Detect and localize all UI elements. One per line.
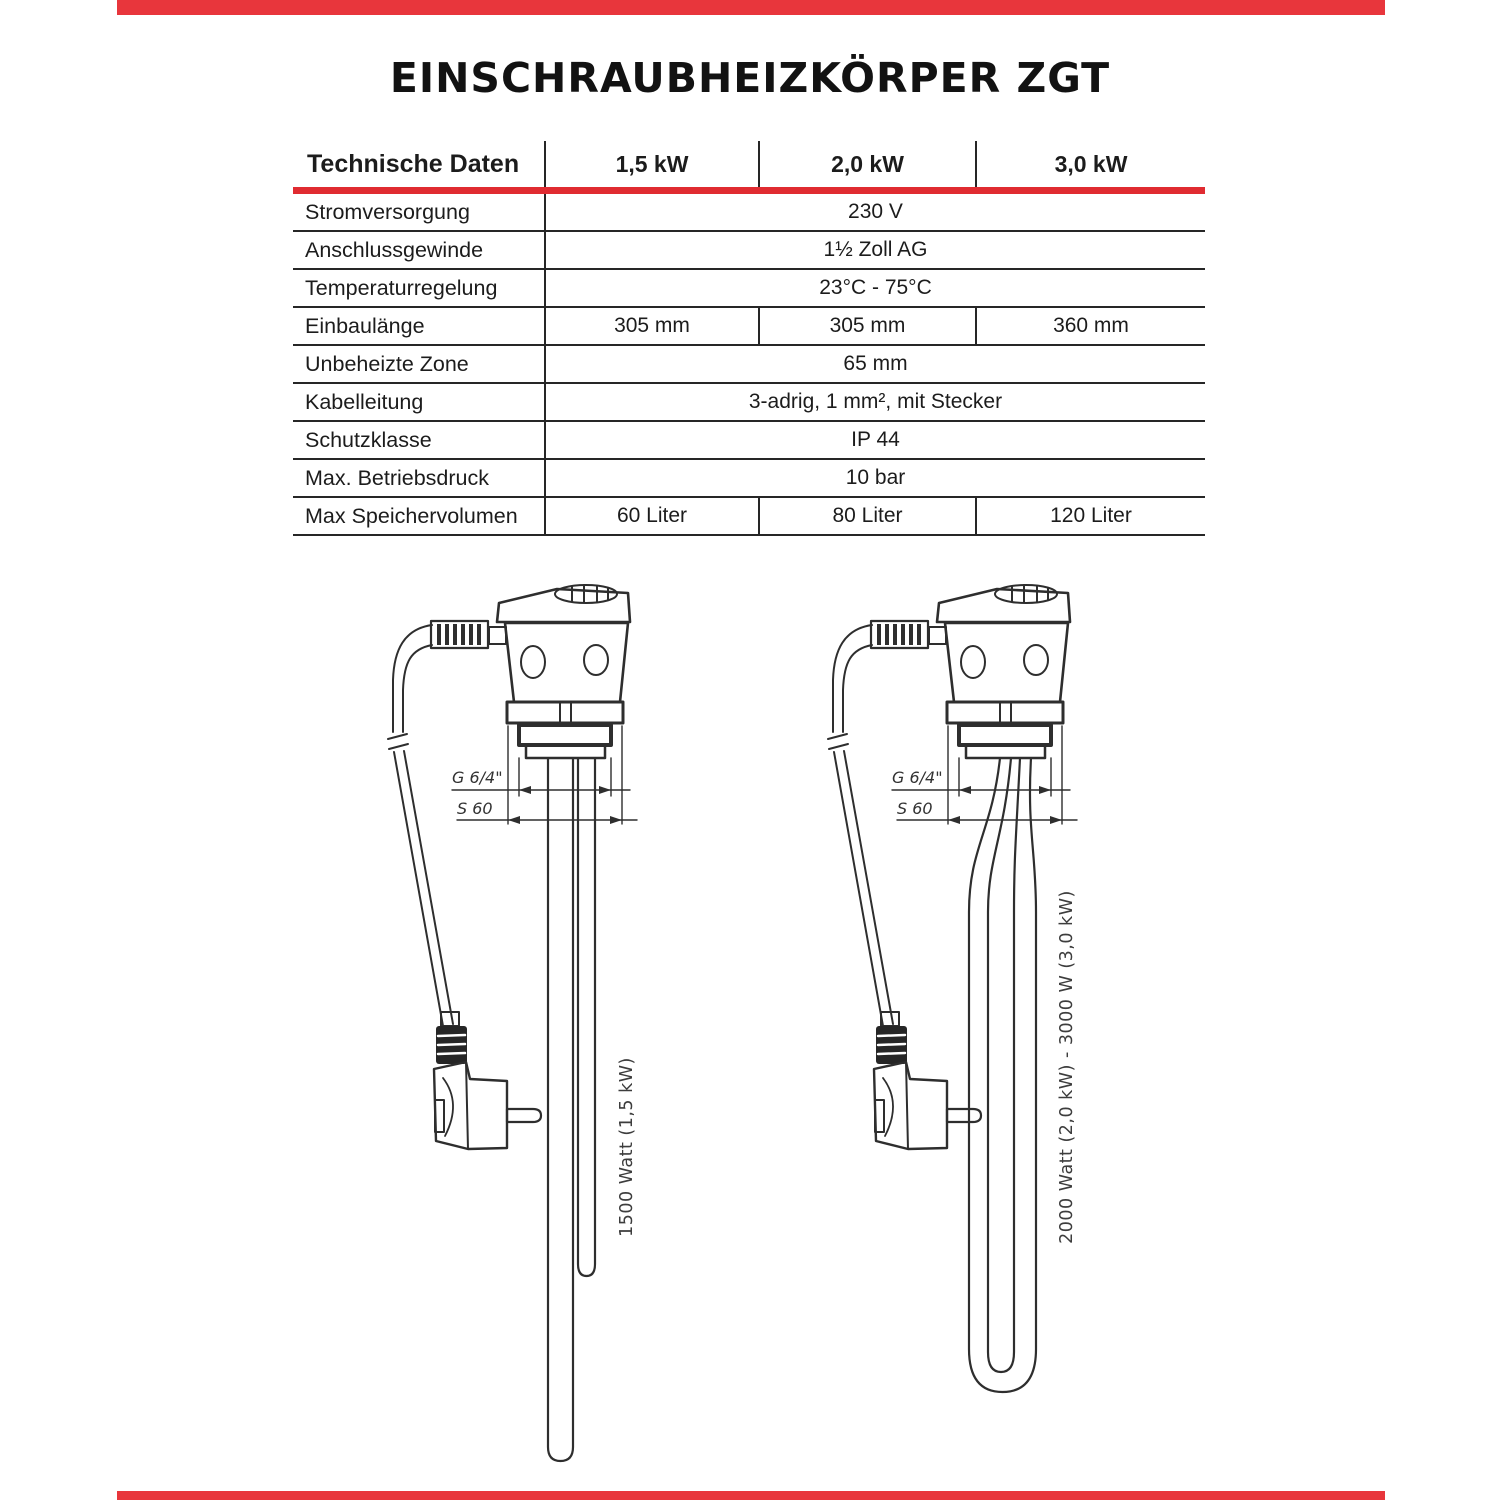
- spec-label: Temperaturregelung: [293, 269, 545, 307]
- spec-value: 1½ Zoll AG: [545, 231, 1205, 269]
- spec-label: Einbaulänge: [293, 307, 545, 345]
- spec-value: 80 Liter: [759, 497, 976, 535]
- spec-value: 10 bar: [545, 459, 1205, 497]
- spec-value: IP 44: [545, 421, 1205, 459]
- heating-rod-straight: [548, 758, 595, 1461]
- table-header-label: Technische Daten: [293, 141, 545, 191]
- spec-value: 360 mm: [976, 307, 1205, 345]
- column-header-2-0kw: 2,0 kW: [759, 141, 976, 191]
- spec-value: 230 V: [545, 191, 1205, 232]
- watt-label-right: 2000 Watt (2,0 kW) - 3000 W (3,0 kW): [1057, 890, 1077, 1244]
- spec-value: 3-adrig, 1 mm², mit Stecker: [545, 383, 1205, 421]
- heating-rod-loop: [969, 758, 1036, 1392]
- heater-drawing-right: [828, 585, 1077, 1149]
- column-header-1-5kw: 1,5 kW: [545, 141, 759, 191]
- spec-label: Anschlussgewinde: [293, 231, 545, 269]
- spec-label: Unbeheizte Zone: [293, 345, 545, 383]
- spec-value: 305 mm: [545, 307, 759, 345]
- spec-value: 23°C - 75°C: [545, 269, 1205, 307]
- spec-value: 120 Liter: [976, 497, 1205, 535]
- spec-label: Max Speichervolumen: [293, 497, 545, 535]
- column-header-3-0kw: 3,0 kW: [976, 141, 1205, 191]
- spec-label: Max. Betriebsdruck: [293, 459, 545, 497]
- spec-value: 65 mm: [545, 345, 1205, 383]
- page-title: EINSCHRAUBHEIZKÖRPER ZGT: [389, 54, 1111, 102]
- spec-label: Schutzklasse: [293, 421, 545, 459]
- spec-value: 305 mm: [759, 307, 976, 345]
- heater-drawing-left: [388, 585, 637, 1149]
- watt-label-left: 1500 Watt (1,5 kW): [617, 1057, 637, 1237]
- spec-label: Kabelleitung: [293, 383, 545, 421]
- spec-value: 60 Liter: [545, 497, 759, 535]
- spec-label: Stromversorgung: [293, 191, 545, 232]
